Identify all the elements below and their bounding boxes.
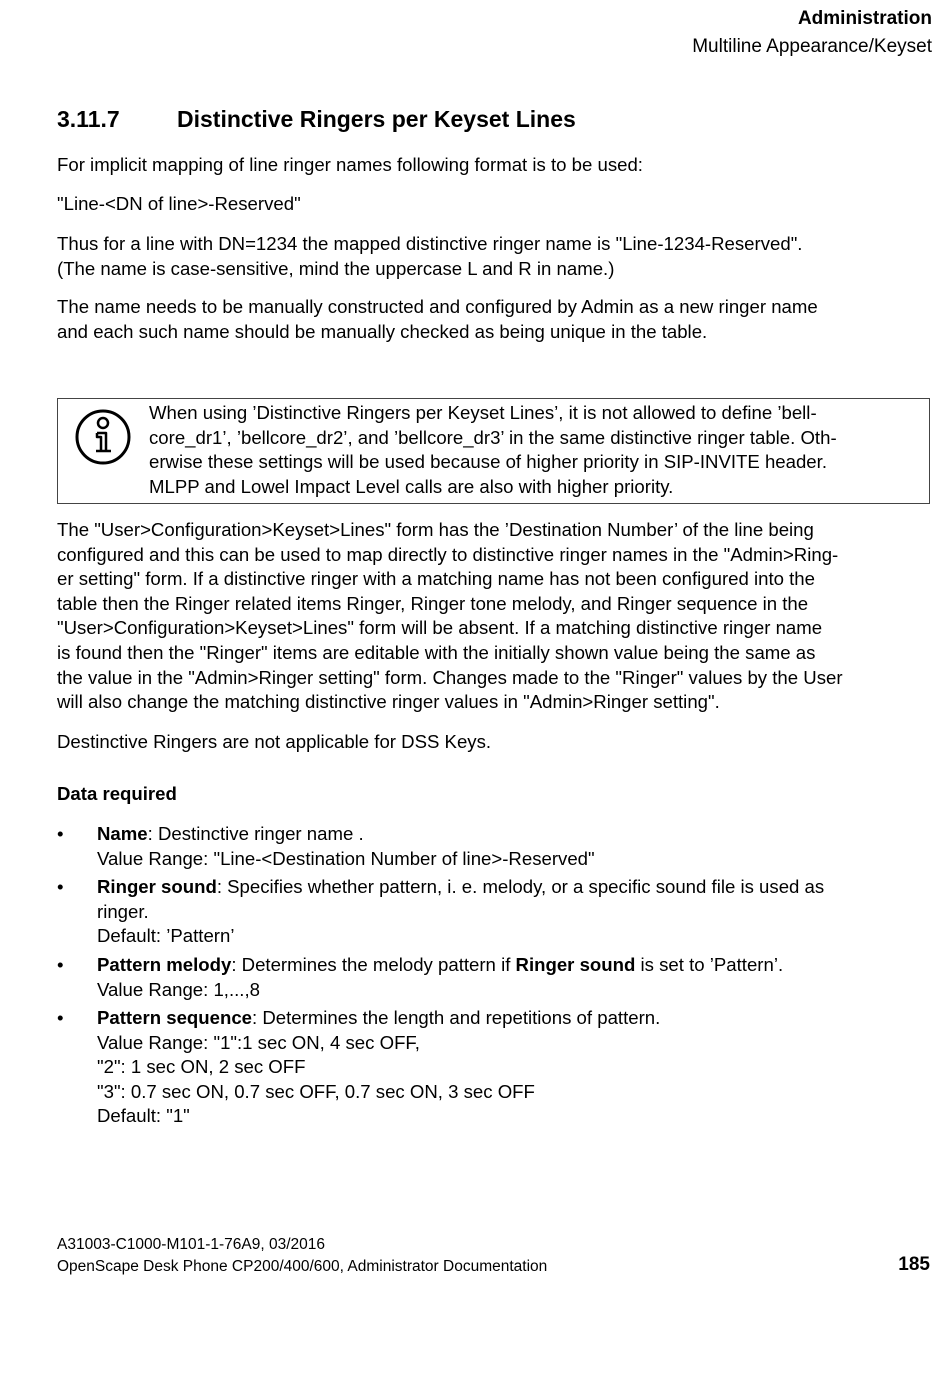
paragraph-line: configured and this can be used to map directly to distinctive ringer names in the "Admin>Ring- [57,543,839,565]
note-line: When using ’Distinctive Ringers per Keyset Lines’, it is not allowed to define ’bell- [149,402,817,423]
term: Pattern sequence [97,1007,253,1028]
term-detail: ringer. [97,900,149,922]
term: Name [97,823,148,844]
term-description: : Destinctive ringer name . [147,823,364,844]
term-detail: Value Range: 1,...,8 [97,978,260,1000]
term-detail: "3": 0.7 sec ON, 0.7 sec OFF, 0.7 sec ON, 3 sec OFF [97,1080,535,1102]
paragraph-line: is found then the "Ringer" items are editable with the initially shown value being the same as [57,641,816,663]
paragraph-line: Thus for a line with DN=1234 the mapped distinctive ringer name is "Line-1234-Reserved". [57,233,803,254]
info-icon [73,407,133,467]
note-box [57,398,930,504]
paragraph-format: "Line-<DN of line>-Reserved" [57,193,301,214]
bullet: • [57,823,64,844]
term-detail: Default: ’Pattern’ [97,925,235,947]
paragraph-example [57,232,929,281]
term-description: : Specifies whether pattern, i. e. melody, or a specific sound file is used as [216,876,825,897]
note-line: core_dr1’, ’bellcore_dr2’, and ’bellcore_dr3’ in the same distinctive ringer table. Oth- [149,426,837,448]
term-detail: "2": 1 sec ON, 2 sec OFF [97,1056,306,1078]
paragraph-line: (The name is case-sensitive, mind the uppercase L and R in name.) [57,257,615,279]
term-detail: Value Range: "1":1 sec ON, 4 sec OFF, [97,1031,420,1053]
term-description: : Determines the melody pattern if [231,954,516,975]
section-heading [57,106,576,133]
list-item-pattern-melody [57,953,929,1002]
paragraph-manual-config [57,295,929,344]
paragraph-line: and each such name should be manually checked as being unique in the table. [57,320,708,342]
footer-doc-title: OpenScape Desk Phone CP200/400/600, Administrator Documentation [57,1258,548,1275]
note-text [149,401,927,499]
note-line: erwise these settings will be used because of higher priority in SIP-INVITE header. [149,451,827,473]
page-number: 185 [898,1254,930,1275]
bullet: • [57,954,64,975]
note-line: MLPP and Lowel Impact Level calls are also with higher priority. [149,475,674,497]
paragraph-form-mapping [57,518,929,715]
term-description: is set to ’Pattern’. [635,954,784,975]
footer-doc-id: A31003-C1000-M101-1-76A9, 03/2016 [57,1236,325,1253]
term-detail: Default: "1" [97,1105,190,1127]
bullet: • [57,1007,64,1028]
paragraph-line: er setting" form. If a distinctive ringer with a matching name has not been configured into the [57,568,815,590]
term: Ringer sound [97,876,217,897]
section-title: Distinctive Ringers per Keyset Lines [177,106,576,132]
paragraph-dss-keys: Destinctive Ringers are not applicable for DSS Keys. [57,731,492,752]
list-item-name [57,822,929,871]
running-header-section: Multiline Appearance/Keyset [692,36,932,57]
paragraph-mapping-intro: For implicit mapping of line ringer names following format is to be used: [57,154,643,175]
term: Pattern melody [97,954,232,975]
section-number: 3.11.7 [57,106,120,132]
term-reference: Ringer sound [515,954,636,975]
paragraph-line: The "User>Configuration>Keyset>Lines" form has the ’Destination Number’ of the line being [57,519,814,540]
data-required-heading: Data required [57,783,177,804]
paragraph-line: table then the Ringer related items Ringer, Ringer tone melody, and Ringer sequence in the [57,592,809,614]
term-detail: Value Range: "Line-<Destination Number of line>-Reserved" [97,847,595,869]
list-item-ringer-sound [57,875,929,949]
paragraph-line: "User>Configuration>Keyset>Lines" form will be absent. If a matching distinctive ringer name [57,617,823,639]
running-header-chapter: Administration [797,8,932,29]
term-description: : Determines the length and repetitions of pattern. [252,1007,661,1028]
bullet: • [57,876,64,897]
paragraph-line: will also change the matching distinctive ringer values in "Admin>Ringer setting". [57,691,720,713]
paragraph-line: the value in the "Admin>Ringer setting" form. Changes made to the "Ringer" values by the User [57,666,843,688]
paragraph-line: The name needs to be manually constructed and configured by Admin as a new ringer name [57,296,818,317]
list-item-pattern-sequence [57,1006,929,1129]
